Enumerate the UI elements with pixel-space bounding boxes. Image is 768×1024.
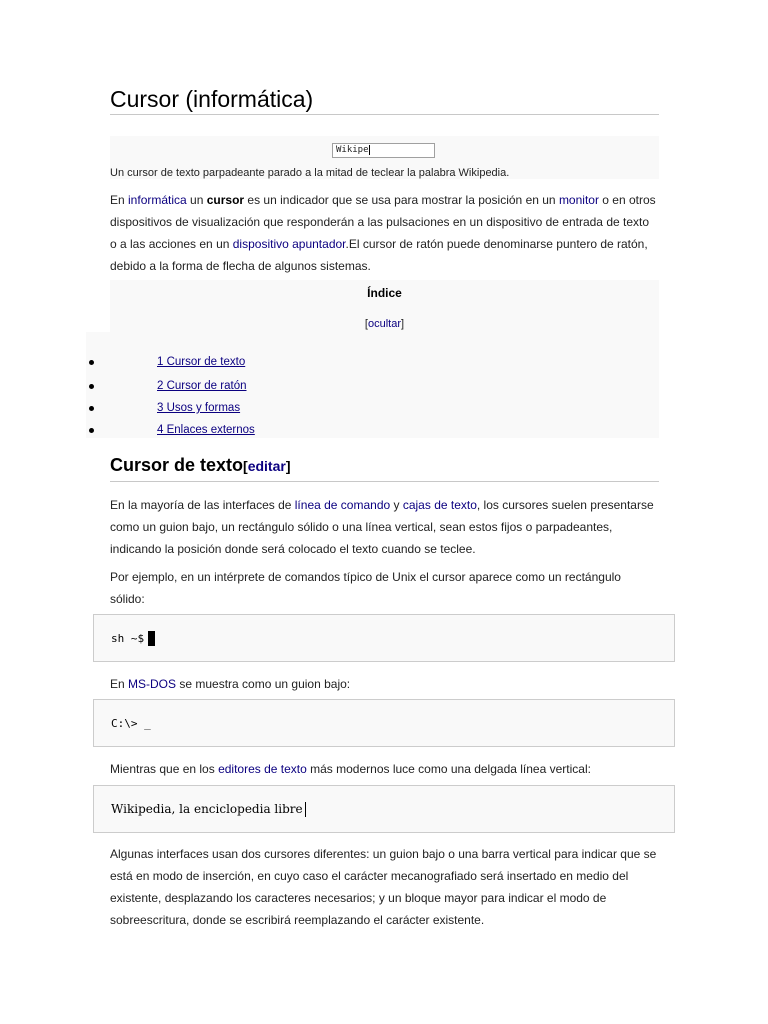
code-text: Wikipedia, la enciclopedia libre [111, 802, 303, 816]
text-run: Por ejemplo, en un intérprete de comandos típico de Unix el cursor aparece como un rectángulo sólido: [110, 570, 621, 606]
toc-item-cursor-de-raton[interactable]: 2 Cursor de ratón [157, 380, 247, 392]
bracket: ] [285, 458, 291, 474]
text-run: un [186, 193, 207, 207]
toc-corner [86, 280, 110, 332]
link-ms-dos[interactable]: MS-DOS [128, 677, 177, 691]
bullet-icon [89, 406, 94, 411]
code-block-editor [93, 785, 675, 833]
toc-hide-link[interactable]: ocultar [367, 318, 402, 330]
link-cajas-de-texto[interactable]: cajas de texto [402, 498, 477, 512]
text-run: .El cursor de ratón puede denominarse puntero de ratón, debido a la forma de flecha de algunos sistemas. [110, 237, 648, 273]
toc-item-cursor-de-texto[interactable]: 1 Cursor de texto [157, 356, 246, 368]
link-editores-de-texto[interactable]: editores de texto [218, 762, 307, 776]
bar-cursor-icon [305, 802, 306, 817]
text-run: , los cursores suelen presentarse como un guion bajo, un rectángulo sólido o una línea vertical, sean estos fijos o parpadeantes, indicando la posición donde será colocado el texto cuando se teclee. [110, 498, 654, 556]
toc-item-usos-y-formas[interactable]: 3 Usos y formas [157, 402, 241, 414]
bullet-icon [89, 384, 94, 389]
text-run: o en otros dispositivos de visualización que responderán a las pulsaciones en un dispositivo de entrada de texto o a las acciones en un [110, 193, 656, 251]
bullet-icon [89, 360, 94, 365]
link-informatica[interactable]: informática [128, 193, 187, 207]
text-run: y [390, 498, 403, 512]
text-cursor-icon [369, 145, 370, 155]
link-linea-de-comando[interactable]: línea de comando [294, 498, 391, 512]
bracket: ] [401, 318, 405, 330]
figure-text-input-image [332, 143, 435, 158]
bullet-icon [89, 428, 94, 433]
bold-term: cursor [206, 193, 245, 207]
code-block-unix [93, 614, 675, 662]
text-run: más modernos luce como una delgada línea vertical: [306, 762, 591, 776]
paragraph-unix [110, 566, 658, 610]
text-run: se muestra como un guion bajo: [176, 677, 351, 691]
toc-title: Índice [367, 286, 402, 300]
text-run: Mientras que en los [110, 762, 219, 776]
section-heading-cursor-de-texto [110, 455, 659, 482]
page-title: Cursor (informática) [110, 84, 659, 115]
text-run: En [110, 193, 129, 207]
link-monitor[interactable]: monitor [558, 193, 599, 207]
code-text: sh ~$ [111, 631, 145, 645]
text-run: es un indicador que se usa para mostrar la posición en un [244, 193, 559, 207]
text-run: En [110, 677, 129, 691]
bracket: [ [243, 458, 248, 474]
paragraph-dos-cursores [110, 843, 658, 931]
toc-item-enlaces-externos[interactable]: 4 Enlaces externos [157, 424, 255, 436]
figure-input-text: Wikipe [336, 145, 369, 155]
intro-paragraph [110, 189, 658, 277]
link-dispositivo-apuntador[interactable]: dispositivo apuntador [232, 237, 346, 251]
block-cursor-icon [148, 631, 155, 646]
text-run: En la mayoría de las interfaces de [110, 498, 295, 512]
figure-caption: Un cursor de texto parpadeante parado a la mitad de teclear la palabra Wikipedia. [110, 167, 510, 179]
paragraph-editores [110, 758, 658, 780]
code-text: C:\> _ [111, 716, 151, 730]
bracket: [ [364, 318, 368, 330]
code-block-msdos [93, 699, 675, 747]
paragraph-interfaces [110, 494, 658, 560]
edit-section-link[interactable]: editar [247, 458, 286, 474]
text-run: Algunas interfaces usan dos cursores diferentes: un guion bajo o una barra vertical para indicar que se está en modo de inserción, en cuyo caso el carácter mecanografiado será insertado en medio del existente, desplazando los caracteres necesarios; y un bloque mayor para indicar el modo de sobreescritura, donde se escribirá reemplazando el carácter existente. [110, 847, 657, 927]
toc-toggle [110, 318, 659, 330]
paragraph-msdos [110, 673, 658, 695]
heading-text: Cursor de texto [110, 455, 244, 475]
